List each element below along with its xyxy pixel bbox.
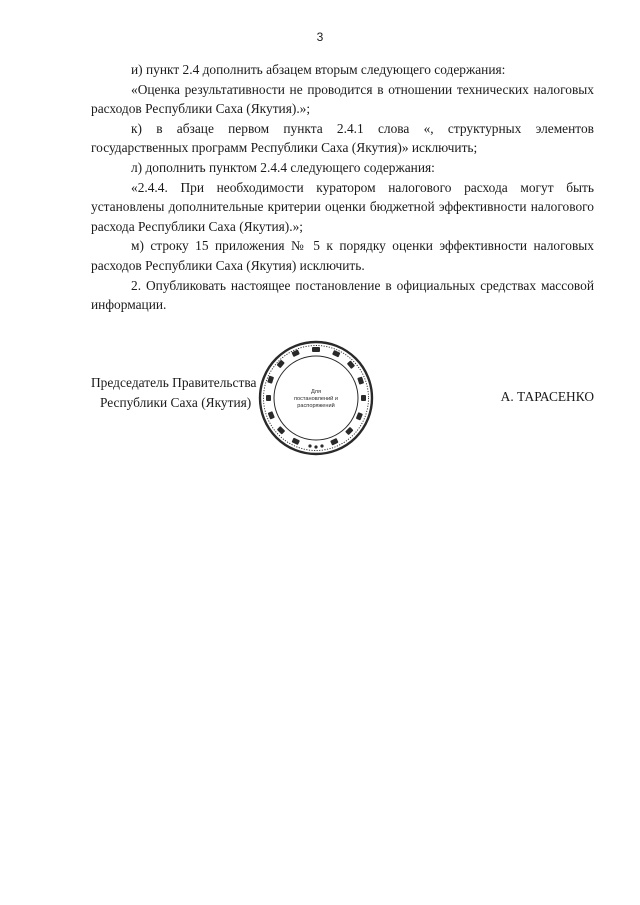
paragraph-m: м) строку 15 приложения № 5 к порядку оценки эффективности налоговых расходов Республики Саха (Якутия) исключить.	[91, 238, 594, 273]
seal-center-line-3: распоряжений	[297, 403, 335, 409]
paragraph-k: к) в абзаце первом пункта 2.4.1 слова «, структурных элементов государственных программ Республики Саха (Якутия)» исключить;	[91, 120, 594, 156]
paragraph-l-quote: «2.4.4. При необходимости куратором налогового расхода могут быть установлены дополнительные критерии оценки бюджетной эффективности налогового расхода Республики Саха (Якутия).»;	[91, 179, 594, 234]
seal-center-line-2: постановлений и	[294, 396, 338, 402]
paragraph-i-quote: «Оценка результативности не проводится в отношении технических налоговых расходов Республики Саха (Якутия).»;	[91, 81, 594, 117]
paragraph-i: и) пункт 2.4 дополнить абзацем вторым следующего содержания:	[131, 62, 506, 77]
seal-center-line-1: Для	[310, 389, 322, 395]
signatory-name: А. ТАРАСЕНКО	[500, 389, 594, 404]
position-line-2: Республики Саха (Якутия)	[100, 394, 252, 410]
document-body	[91, 60, 594, 315]
seal-stars	[308, 444, 323, 448]
official-seal	[258, 340, 374, 456]
signatory-position	[91, 373, 256, 412]
paragraph-l: л) дополнить пунктом 2.4.4 следующего содержания:	[131, 159, 435, 175]
page-number: 3	[316, 30, 324, 44]
paragraph-2: 2. Опубликовать настоящее постановление в официальных средствах массовой информации.	[91, 277, 594, 313]
position-line-1: Председатель Правительства	[91, 375, 257, 390]
